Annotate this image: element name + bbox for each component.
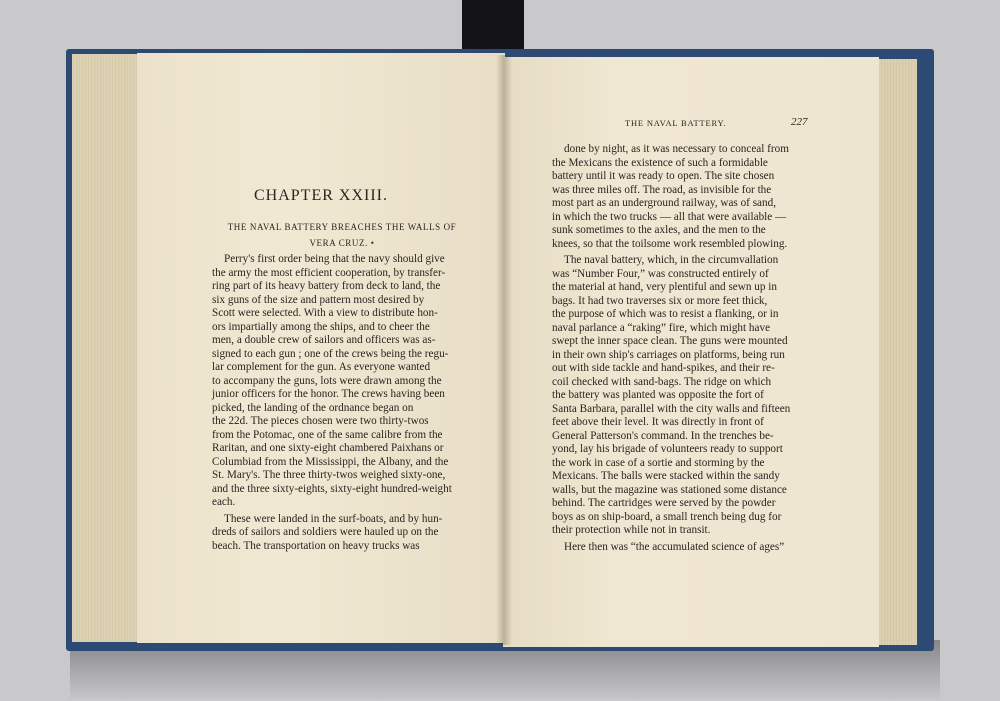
text-line: signed to each gun ; one of the crews being the regu- [212,347,449,360]
right-page [503,57,879,647]
text-line: ors impartially among the ships, and to cheer the [212,320,430,333]
subtitle-line: THE NAVAL BATTERY BREACHES THE WALLS OF [227,222,457,232]
text-line: to accompany the guns, lots were drawn among the [212,374,442,387]
text-line: Raritan, and one sixty-eight chambered Paixhans or [212,442,444,454]
text-line: most part as an underground railway, was of sand, [552,197,777,209]
text-line: in which the two trucks — all that were available — [552,210,787,223]
text-line: the work in case of a sortie and storming by the [552,456,765,469]
text-line: out with side tackle and hand-spikes, and their re- [552,362,775,374]
text-line: was three miles off. The road, as invisible for the [552,183,772,196]
text-line: Mexicans. The balls were stacked within the sandy [552,470,780,482]
left-page [137,53,505,643]
page-edges-left [72,54,140,642]
text-line: men, a double crew of sailors and officers was as- [212,334,436,346]
page-edges-right [877,59,917,645]
text-line: beach. The transportation on heavy trucks was [212,539,420,552]
text-line: swept the inner space clean. The guns were mounted [552,335,788,347]
left-page-body [212,253,467,553]
text-line: their protection while not in transit. [552,524,711,536]
text-line: Here then was “the accumulated science of ages” [564,540,785,553]
text-line: sunk sometimes to the axles, and the men to the [552,224,766,236]
text-line: The naval battery, which, in the circumvallation [564,254,779,266]
text-line: coil checked with sand-bags. The ridge on which [552,375,772,388]
text-line: St. Mary's. The three thirty-twos weighed sixty-one, [212,469,446,481]
text-line: These were landed in the surf-boats, and by hun- [224,512,443,525]
text-line: Santa Barbara, parallel with the city walls and fifteen [552,402,791,415]
text-line: the material at hand, very plentiful and sewn up in [552,281,777,293]
text-line: the army the most efficient cooperation, by transfer- [212,266,446,279]
text-line: ring part of its heavy battery from deck to land, the [212,280,441,292]
text-line: done by night, as it was necessary to conceal from [564,143,789,155]
text-line: six guns of the size and pattern most desired by [212,293,425,306]
text-line: each. [212,496,236,508]
right-page-body [552,143,810,554]
text-line: was “Number Four,” was constructed entirely of [552,267,769,280]
text-line: behind. The cartridges were served by the powder [552,497,776,509]
chapter-title: CHAPTER XXIII. [254,187,388,204]
text-line: feet above their level. It was directly in front of [552,416,764,428]
text-line: walls, but the magazine was stationed some distance [552,483,787,496]
text-line: in their own ship's carriages on platforms, being run [552,348,785,361]
text-line: dreds of sailors and soldiers were hauled up on the [212,526,439,538]
text-line: Columbiad from the Mississippi, the Albany, and the [212,455,449,468]
text-line: Scott were selected. With a view to distribute hon- [212,307,438,319]
text-line: battery until it was ready to open. The site chosen [552,170,775,182]
text-line: from the Potomac, one of the same calibre from the [212,428,443,441]
text-line: the purpose of which was to resist a flanking, or in [552,308,779,320]
text-line: yond, lay his brigade of volunteers ready to support [552,443,783,455]
text-line: the Mexicans the existence of such a formidable [552,156,768,169]
text-line: the 22d. The pieces chosen were two thirty-twos [212,415,429,427]
chapter-subtitle [212,219,472,251]
text-line: picked, the landing of the ordnance began on [212,401,414,414]
running-head: THE NAVAL BATTERY. [625,118,727,128]
text-line: bags. It had two traverses six or more feet thick, [552,294,768,307]
page-number: 227 [791,116,808,128]
text-line: the battery was planted was opposite the fort of [552,389,764,401]
book-gutter [496,55,512,645]
text-line: lar complement for the gun. As everyone wanted [212,361,431,373]
subtitle-line: VERA CRUZ. • [309,238,375,248]
text-line: boys as on ship-board, a small trench being dug for [552,510,782,523]
text-line: knees, so that the toilsome work resembled plowing. [552,237,788,250]
text-line: and the three sixty-eights, sixty-eight hundred-weight [212,482,452,495]
text-line: naval parlance a “raking” fire, which might have [552,321,771,334]
text-line: junior officers for the honor. The crews having been [212,388,445,400]
text-line: Perry's first order being that the navy should give [224,253,445,265]
text-line: General Patterson's command. In the trenches be- [552,429,774,442]
